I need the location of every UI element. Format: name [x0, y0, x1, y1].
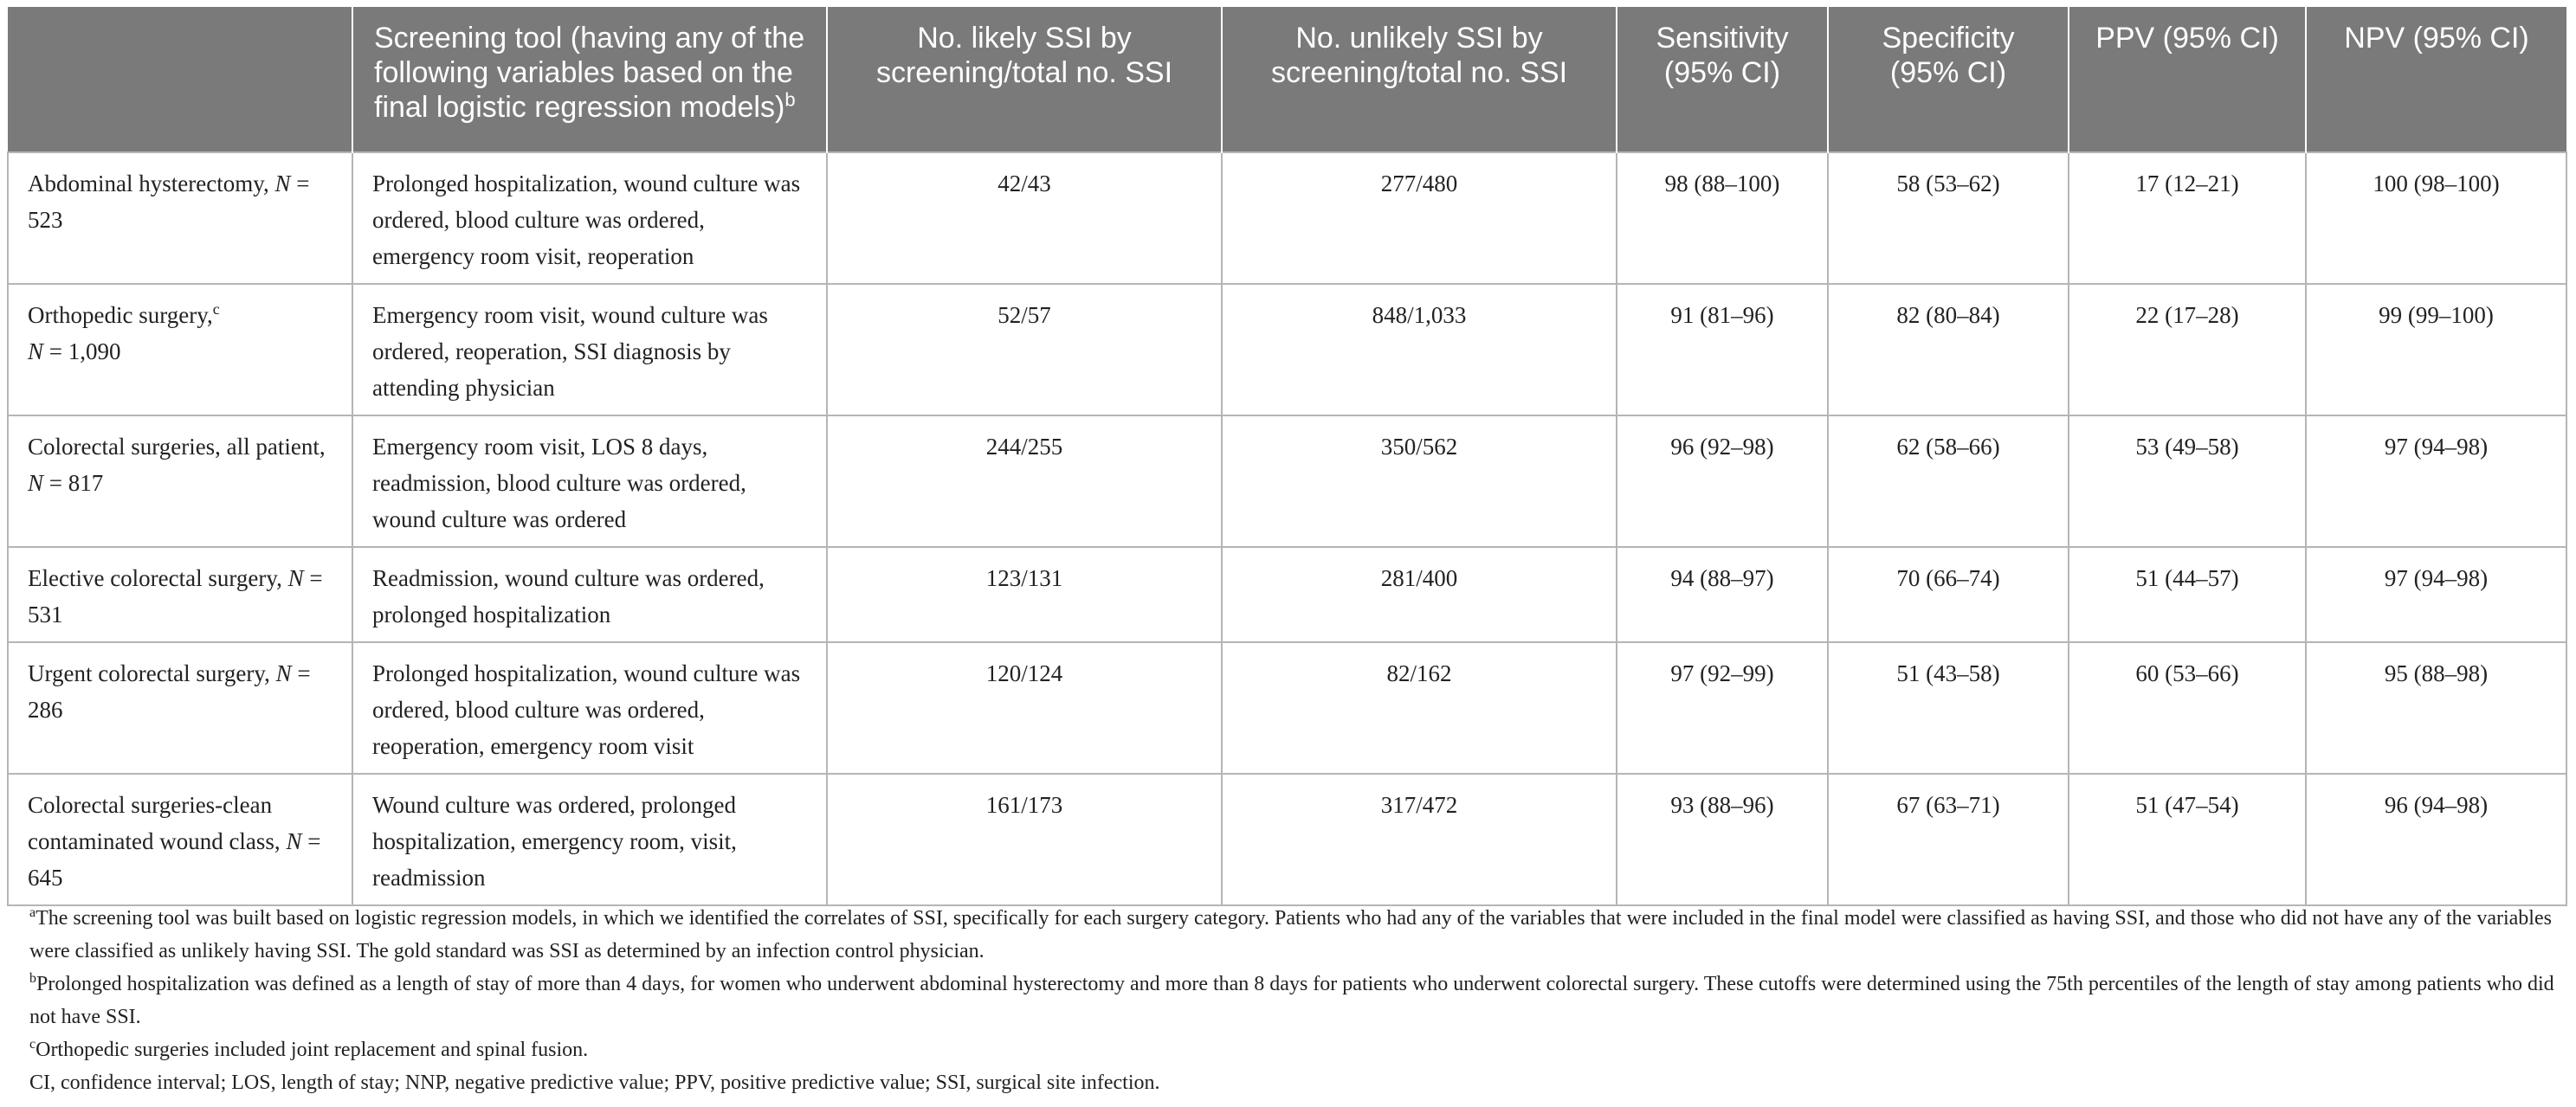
surgery-category: Abdominal hysterectomy, N = 523: [8, 152, 352, 284]
ppv-cell: 51 (44–57): [2069, 547, 2306, 642]
footnote-b: $^b$Prolonged hospitalization was defined as a length of stay of more than 4 days, for women who underwent abdominal hysterectomy and more than 8 days for patients who underwent colorectal surgery. These cutoffs were determined using the 75th percentiles of the length of stay among patients who did not have SSI.: [29, 971, 2554, 1028]
header-npv: NPV (95% CI): [2306, 7, 2566, 152]
screening-variables: Prolonged hospitalization, wound culture was ordered, blood culture was ordered, reoperation, emergency room visit: [352, 642, 827, 774]
unlikely-ssi-cell: 82/162: [1222, 642, 1617, 774]
header-screening-tool: Screening tool (having any of the following variables based on the final logistic regression models)$^b$: [352, 7, 827, 152]
unlikely-ssi-cell: 281/400: [1222, 547, 1617, 642]
table-row: [8, 284, 2566, 415]
table-row: [8, 415, 2566, 547]
specificity-cell: 51 (43–58): [1828, 642, 2069, 774]
table-row: [8, 642, 2566, 774]
specificity-cell: 70 (66–74): [1828, 547, 2069, 642]
header-blank: [8, 7, 352, 152]
npv-cell: 95 (88–98): [2306, 642, 2566, 774]
surgery-category: Colorectal surgeries, all patient, N = 817: [8, 415, 352, 547]
specificity-cell: 82 (80–84): [1828, 284, 2069, 415]
npv-cell: 99 (99–100): [2306, 284, 2566, 415]
unlikely-ssi-cell: 848/1,033: [1222, 284, 1617, 415]
footnote-a: $^a$The screening tool was built based on logistic regression models, in which we identified the correlates of SSI, specifically for each surgery category. Patients who had any of the variables that were included in the final model were classified as having SSI, and those who did not have any of the variables were classified as unlikely having SSI. The gold standard was SSI as determined by an infection control physician.: [29, 905, 2552, 962]
ppv-cell: 22 (17–28): [2069, 284, 2306, 415]
likely-ssi-cell: 244/255: [827, 415, 1222, 547]
abbreviations: CI, confidence interval; LOS, length of stay; NNP, negative predictive value; PPV, positive predictive value; SSI, surgical site infection.: [29, 1072, 1160, 1094]
header-unlikely-ssi: No. unlikely SSI by screening/total no. SSI: [1222, 7, 1617, 152]
screening-variables: Emergency room visit, wound culture was ordered, reoperation, SSI diagnosis by attending physician: [352, 284, 827, 415]
screening-variables: Emergency room visit, LOS 8 days, readmission, blood culture was ordered, wound culture was ordered: [352, 415, 827, 547]
surgery-category: Colorectal surgeries-clean contaminated wound class, N = 645: [8, 774, 352, 905]
likely-ssi-cell: 120/124: [827, 642, 1222, 774]
specificity-cell: 58 (53–62): [1828, 152, 2069, 284]
ppv-cell: 51 (47–54): [2069, 774, 2306, 905]
header-specificity: Specificity (95% CI): [1828, 7, 2069, 152]
screening-variables: Readmission, wound culture was ordered, prolonged hospitalization: [352, 547, 827, 642]
header-sensitivity: Sensitivity (95% CI): [1617, 7, 1828, 152]
sensitivity-cell: 96 (92–98): [1617, 415, 1828, 547]
header-ppv: PPV (95% CI): [2069, 7, 2306, 152]
npv-cell: 97 (94–98): [2306, 415, 2566, 547]
screening-variables: Prolonged hospitalization, wound culture was ordered, blood culture was ordered, emergency room visit, reoperation: [352, 152, 827, 284]
surgery-category: Elective colorectal surgery, N = 531: [8, 547, 352, 642]
table-row: [8, 547, 2566, 642]
results-table: [7, 7, 2567, 906]
ppv-cell: 53 (49–58): [2069, 415, 2306, 547]
surgery-category: Urgent colorectal surgery, N = 286: [8, 642, 352, 774]
header-likely-ssi: No. likely SSI by screening/total no. SSI: [827, 7, 1222, 152]
sensitivity-cell: 98 (88–100): [1617, 152, 1828, 284]
sensitivity-cell: 97 (92–99): [1617, 642, 1828, 774]
unlikely-ssi-cell: 317/472: [1222, 774, 1617, 905]
ppv-cell: 60 (53–66): [2069, 642, 2306, 774]
likely-ssi-cell: 161/173: [827, 774, 1222, 905]
npv-cell: 96 (94–98): [2306, 774, 2566, 905]
npv-cell: 100 (98–100): [2306, 152, 2566, 284]
sensitivity-cell: 93 (88–96): [1617, 774, 1828, 905]
unlikely-ssi-cell: 277/480: [1222, 152, 1617, 284]
npv-cell: 97 (94–98): [2306, 547, 2566, 642]
sensitivity-cell: 94 (88–97): [1617, 547, 1828, 642]
likely-ssi-cell: 123/131: [827, 547, 1222, 642]
table-header-row: [8, 7, 2566, 152]
screening-variables: Wound culture was ordered, prolonged hospitalization, emergency room, visit, readmission: [352, 774, 827, 905]
table-row: [8, 774, 2566, 905]
table-footnotes: [29, 902, 2562, 1099]
table-row: [8, 152, 2566, 284]
specificity-cell: 62 (58–66): [1828, 415, 2069, 547]
specificity-cell: 67 (63–71): [1828, 774, 2069, 905]
likely-ssi-cell: 52/57: [827, 284, 1222, 415]
unlikely-ssi-cell: 350/562: [1222, 415, 1617, 547]
likely-ssi-cell: 42/43: [827, 152, 1222, 284]
sensitivity-cell: 91 (81–96): [1617, 284, 1828, 415]
surgery-category: Orthopedic surgery,$^c$ N = 1,090: [8, 284, 352, 415]
footnote-c: $^c$Orthopedic surgeries included joint replacement and spinal fusion.: [29, 1037, 589, 1061]
ppv-cell: 17 (12–21): [2069, 152, 2306, 284]
